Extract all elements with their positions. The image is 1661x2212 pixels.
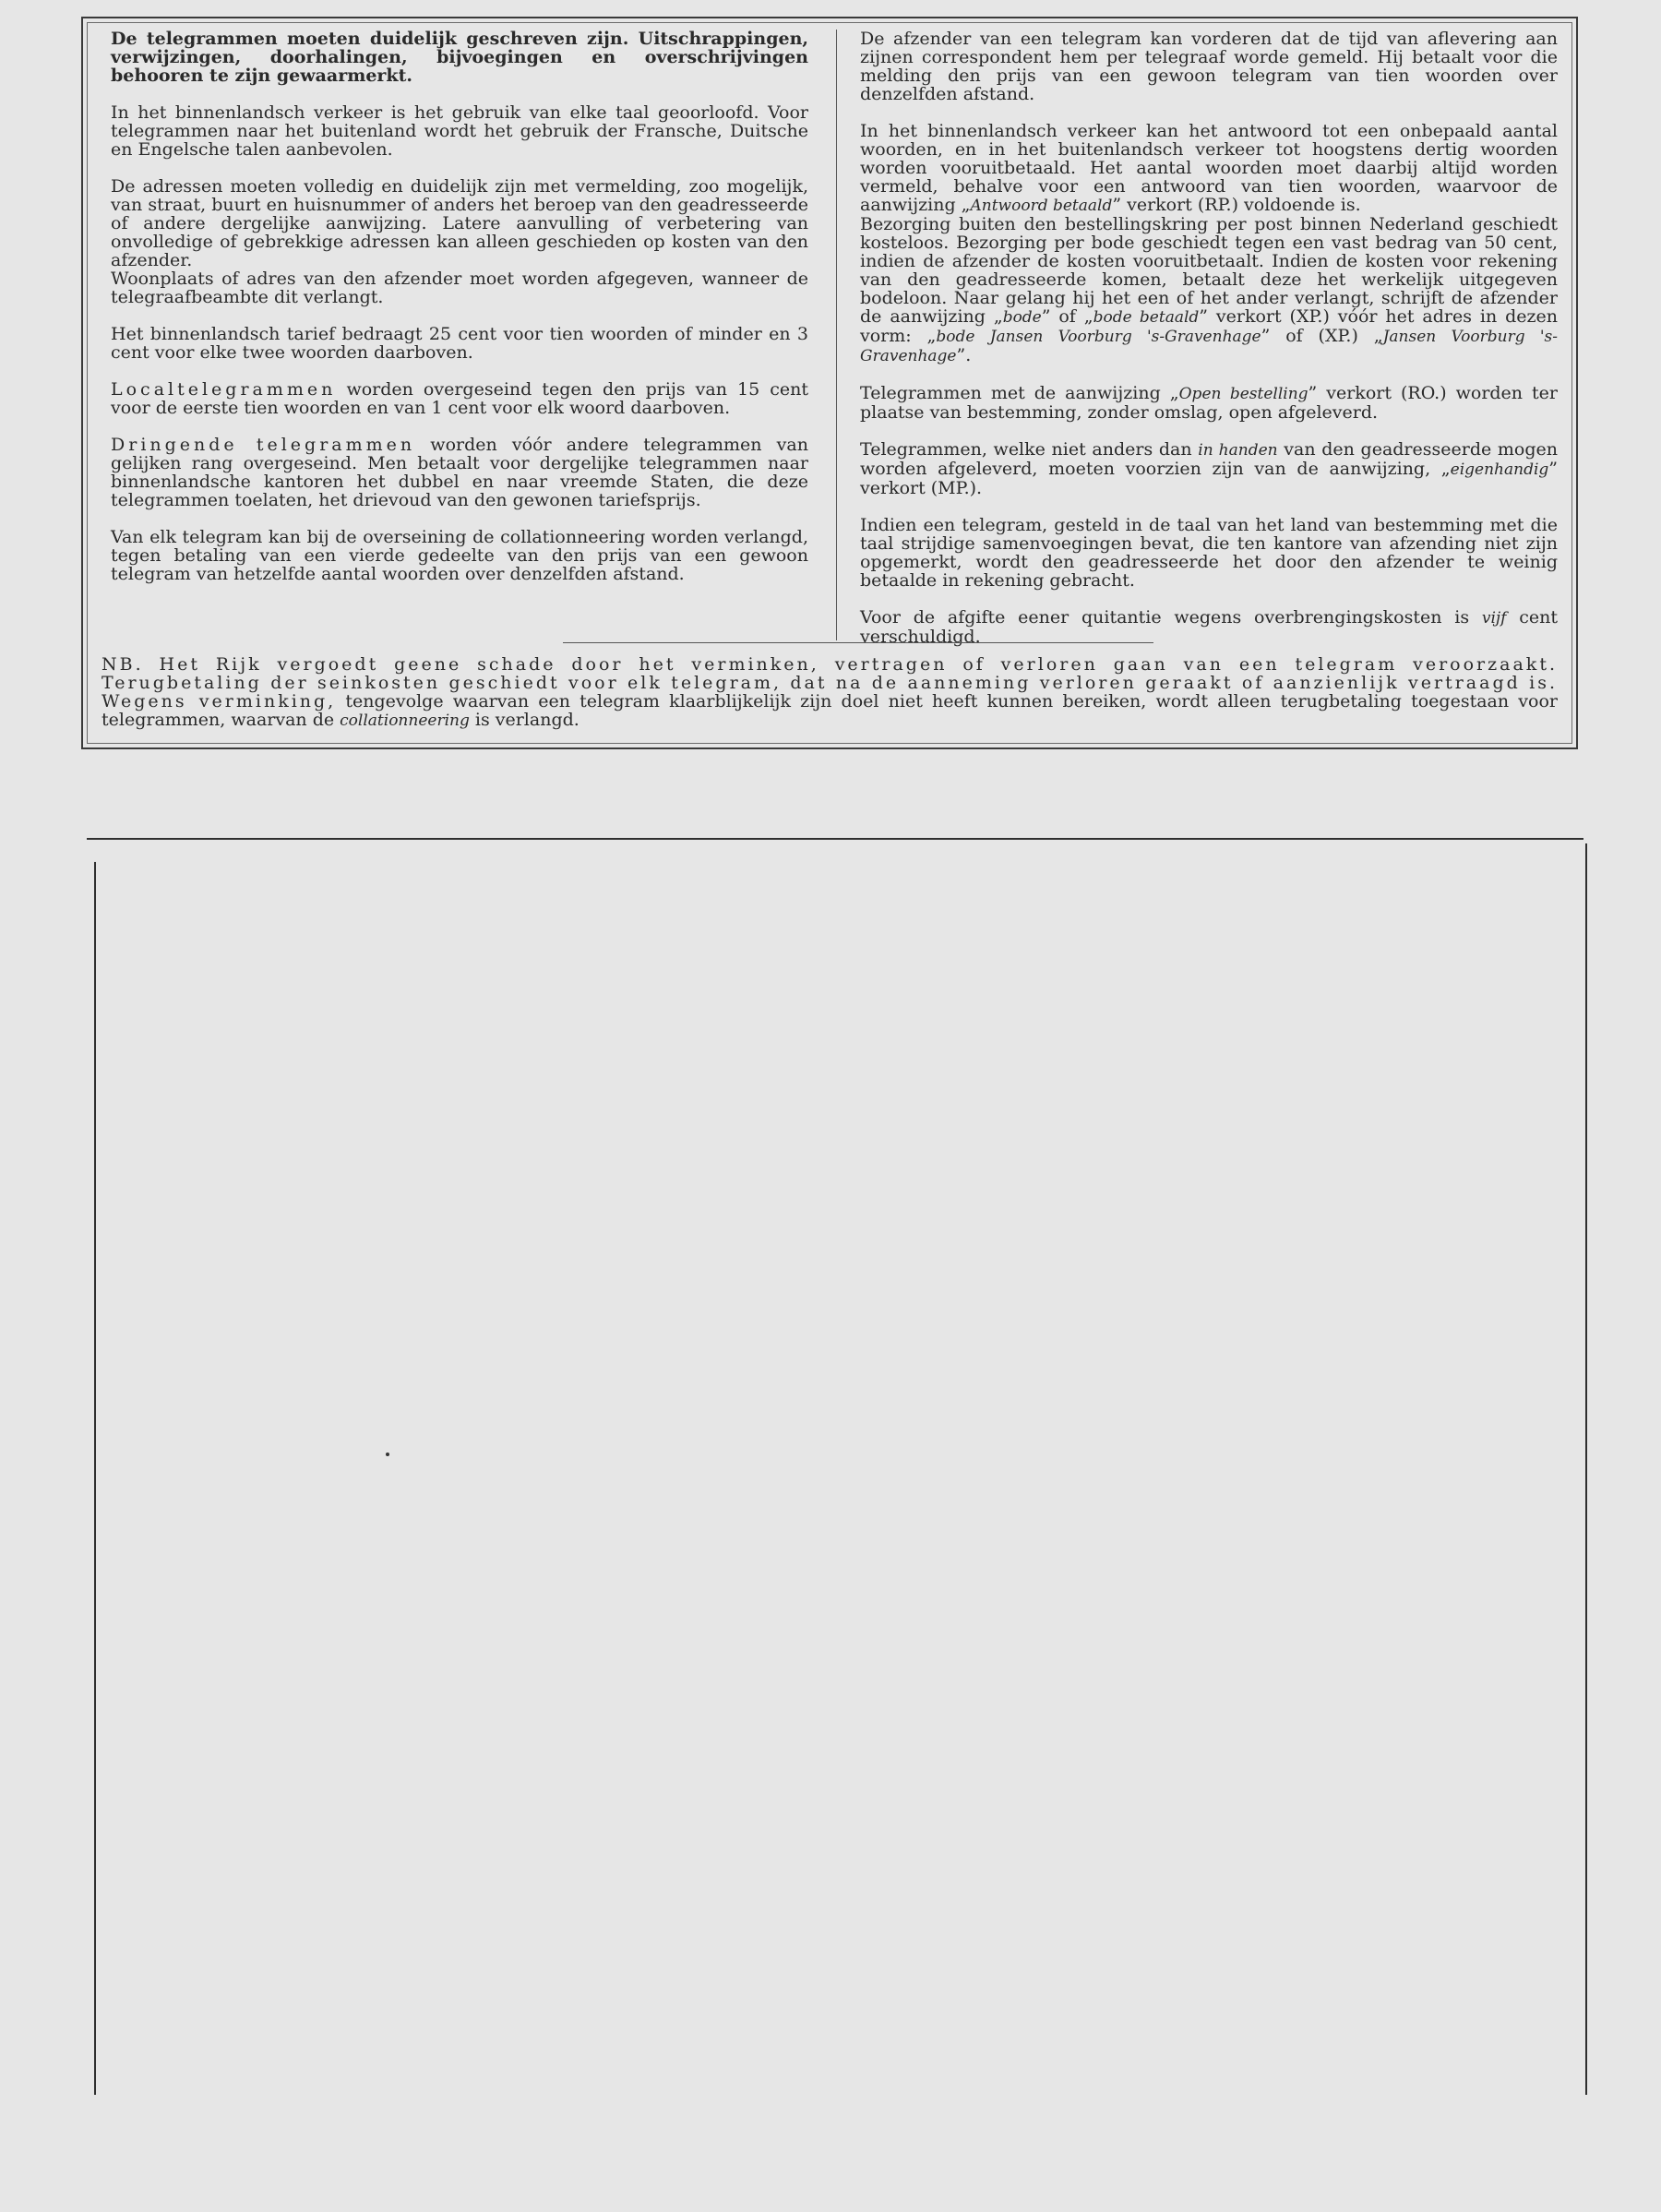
left-paragraph-4: Woonplaats of adres van den afzender moet worden afgegeven, wanneer de telegraafbeambte dit verlangt. (111, 269, 808, 307)
left-column (111, 30, 808, 602)
left-paragraph-5: Het binnenlandsch tarief bedraagt 25 cent voor tien woorden of minder en 3 cent voor elke twee woorden daarboven. (111, 324, 808, 363)
telegram-instructions-box (81, 17, 1578, 749)
left-paragraph-8: Van elk telegram kan bij de overseining de collationneering worden verlangd, tegen betaling van een vierde gedeelte van den prijs van een gewoon telegram van hetzelfde aantal woorden over denzelfden afstand. (111, 527, 808, 584)
right-paragraph-3: Bezorging buiten den bestellingskring per post binnen Nederland geschiedt kosteloos. Bezorging per bode geschiedt tegen een vast bedrag van 50 cent, indien de afzender de kosten vooruitbetaalt. Indien de kosten voor rekening van den geadresseerde komen, betaalt deze het werkelijk uitgegeven bodeloon. Naar gelang hij het een of het ander verlangt, schrijft de afzender de aanwijzing „bode” of „bode betaald” verkort (XP.) vóór het adres in dezen vorm: „bode Jansen Voorburg 's-Gravenhage” of (XP.) „Jansen Voorburg 's-Gravenhage”. (860, 214, 1559, 365)
right-paragraph-5: Telegrammen, welke niet anders dan in handen van den geadresseerde mogen worden afgeleverd, moeten voorzien zijn van de aanwijzing, „eigenhandig” verkort (MP.). (860, 439, 1558, 498)
footnote: NB. Het Rijk vergoedt geene schade door het verminken, vertragen of verloren gaan van een telegram veroorzaakt. Terugbetaling der seinkosten geschiedt voor elk telegram, dat na de aanneming verloren geraakt of aanzienlijk vertraagd is. Wegens verminking, tengevolge waarvan een telegram klaarblijkelijk zijn doel niet heeft kunnen bereiken, wordt alleen terugbetaling toegestaan voor telegrammen, waarvan de collationneering is verlangd. (102, 654, 1558, 730)
right-column (860, 30, 1558, 664)
left-paragraph-1: De telegrammen moeten duidelijk geschreven zijn. Uitschrappingen, verwijzingen, doorhalingen, bijvoegingen en overschrijvingen behooren te zijn gewaarmerkt. (111, 29, 808, 86)
right-paragraph-6: Indien een telegram, gesteld in de taal van het land van bestemming met die taal strijdige samenvoegingen bevat, die ten kantore van afzending niet zijn opgemerkt, wordt den geadresseerde het door den afzender te weinig betaalde in rekening gebracht. (860, 515, 1558, 591)
footnote-lead: NB. Het Rijk vergoedt geene schade door het verminken, vertragen of verloren gaan van een telegram veroorzaakt. Terugbetaling der seinkosten geschiedt voor elk telegram, dat na de aanneming verloren geraakt of aanzienlijk vertraagd is. Wegens verminking, (102, 654, 1558, 711)
urgent-telegrams-term: Dringende telegrammen (111, 435, 416, 455)
ink-speck (386, 1453, 389, 1456)
message-area-frame (83, 838, 1587, 2102)
left-paragraph-2: In het binnenlandsch verkeer is het gebruik van elke taal geoorloofd. Voor telegrammen naar het buitenland wordt het gebruik der Fransche, Duitsche en Engelsche talen aanbevolen. (111, 102, 808, 160)
right-paragraph-2: In het binnenlandsch verkeer kan het antwoord tot een onbepaald aantal woorden, en in het buitenlandsch verkeer tot hoogstens dertig woorden worden vooruitbetaald. Het aantal woorden moet daarbij altijd worden vermeld, behalve voor een antwoord van tien woorden, waarvoor de aanwijzing „Antwoord betaald” verkort (RP.) voldoende is. (860, 121, 1558, 215)
footnote-separator (563, 642, 1153, 643)
right-paragraph-4: Telegrammen met de aanwijzing „Open bestelling” verkort (RO.) worden ter plaatse van bestemming, zonder omslag, open afgeleverd. (860, 383, 1559, 423)
frame-right-rule (1585, 843, 1587, 2095)
instruction-columns (111, 29, 1559, 647)
left-paragraph-7: Dringende telegrammen worden vóór andere telegrammen van gelijken rang overgeseind. Men betaalt voor dergelijke telegrammen naar binnenlandsche kantoren het dubbel en naar vreemde Staten, die deze telegrammen toelaten, het drievoud van den gewonen tariefsprijs. (111, 435, 808, 510)
frame-left-rule (94, 862, 96, 2095)
column-divider (836, 30, 837, 640)
local-telegrams-term: Localtelegrammen (111, 379, 337, 400)
left-paragraph-6: Localtelegrammen worden overgeseind tegen den prijs van 15 cent voor de eerste tien woorden en van 1 cent voor elk woord daarboven. (111, 379, 808, 418)
frame-top-rule (87, 838, 1583, 840)
left-paragraph-3: De adressen moeten volledig en duidelijk zijn met vermelding, zoo mogelijk, van straat, buurt en huisnummer of anders het beroep van den geadresseerde of andere dergelijke aanwijzing. Latere aanvulling of verbetering van onvolledige of gebrekkige adressen kan alleen geschieden op kosten van den afzender. (111, 176, 808, 270)
right-paragraph-1: De afzender van een telegram kan vorderen dat de tijd van aflevering aan zijnen correspondent hem per telegraaf worde gemeld. Hij betaalt voor die melding den prijs van een gewoon telegram van tien woorden over denzelfden afstand. (860, 29, 1558, 104)
right-paragraph-7: Voor de afgifte eener quitantie wegens overbrengingskosten is vijf cent verschuldigd. (860, 607, 1558, 647)
